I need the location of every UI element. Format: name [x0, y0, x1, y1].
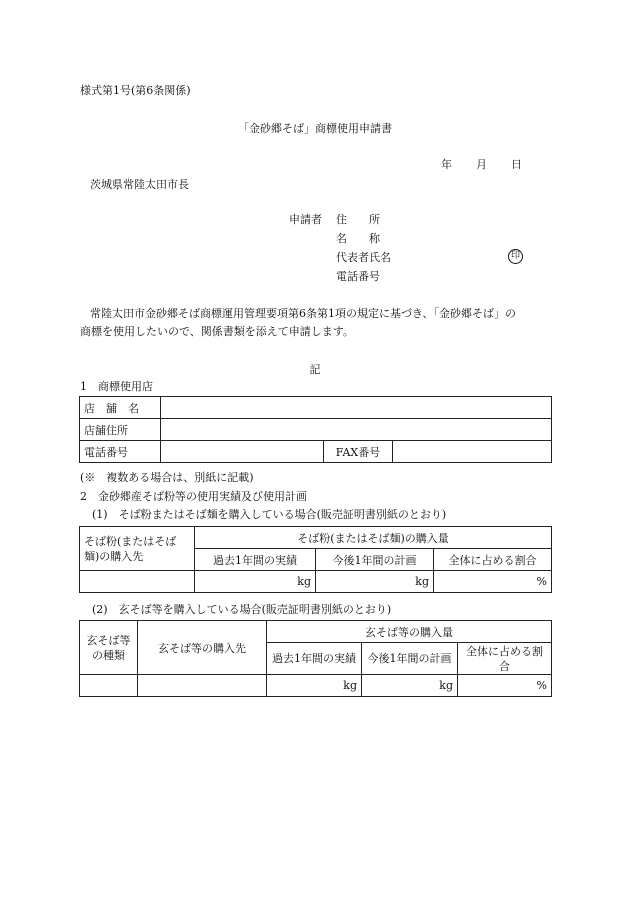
- gen-past-label: 過去1年間の実績: [267, 643, 362, 675]
- gen-ratio-label: 全体に占める割合: [458, 643, 552, 675]
- gen-past-unit[interactable]: kg: [267, 675, 362, 697]
- sub2-heading: (2) 玄そば等を購入している場合(販売証明書別紙のとおり): [92, 603, 392, 616]
- gen-type-label: 玄そば等の種類: [80, 621, 138, 675]
- applicant-phone-label: 電話番号: [336, 270, 380, 283]
- flour-past-label: 過去1年間の実績: [195, 549, 316, 571]
- gen-source-field[interactable]: [138, 675, 267, 697]
- ki-heading: 記: [309, 363, 321, 376]
- store-fax-label: FAX番号: [324, 441, 393, 463]
- soba-flour-table: [79, 526, 552, 593]
- applicant-representative-label: 代表者氏名: [336, 251, 391, 264]
- store-phone-field[interactable]: [161, 441, 324, 463]
- store-phone-label: 電話番号: [80, 441, 161, 463]
- gen-amount-label: 玄そば等の購入量: [267, 621, 552, 643]
- flour-ratio-label: 全体に占める割合: [434, 549, 552, 571]
- date-month: 月: [476, 158, 487, 171]
- date-day: 日: [511, 158, 522, 171]
- store-address-field[interactable]: [161, 419, 552, 441]
- section2-heading: 2 金砂郷産そば粉等の使用実績及び使用計画: [80, 490, 307, 503]
- seal-icon: [508, 248, 523, 264]
- sub1-heading: (1) そば粉またはそば麺を購入している場合(販売証明書別紙のとおり): [92, 508, 447, 521]
- gen-plan-label: 今後1年間の計画: [362, 643, 458, 675]
- date-year: 年: [441, 158, 452, 171]
- gen-soba-table: [79, 620, 552, 697]
- body-text-line2: 商標を使用したいので、関係書類を添えて申請します。: [80, 325, 354, 338]
- store-name-field[interactable]: [161, 397, 552, 419]
- gen-type-field[interactable]: [80, 675, 138, 697]
- gen-source-label: 玄そば等の購入先: [138, 621, 267, 675]
- flour-plan-unit[interactable]: kg: [316, 571, 434, 593]
- flour-ratio-unit[interactable]: %: [434, 571, 552, 593]
- flour-amount-label: そば粉(またはそば麺)の購入量: [195, 527, 552, 549]
- section1-heading: 1 商標使用店: [80, 380, 153, 393]
- store-fax-field[interactable]: [393, 441, 552, 463]
- form-number: 様式第1号(第6条関係): [80, 84, 191, 97]
- body-text-line1: 常陸太田市金砂郷そば商標運用管理要項第6条第1項の規定に基づき、「金砂郷そば」の: [90, 307, 517, 320]
- gen-ratio-unit[interactable]: %: [458, 675, 552, 697]
- applicant-label: 申請者: [289, 213, 322, 226]
- flour-source-label: そば粉(またはそば麺)の購入先: [80, 527, 195, 571]
- flour-source-field[interactable]: [80, 571, 195, 593]
- section1-note: (※ 複数ある場合は、別紙に記載): [80, 471, 254, 484]
- addressee: 茨城県常陸太田市長: [90, 178, 189, 191]
- store-name-label: 店 舗 名: [80, 397, 161, 419]
- store-table: [79, 396, 552, 463]
- gen-plan-unit[interactable]: kg: [362, 675, 458, 697]
- applicant-address-label: 住 所: [336, 213, 380, 226]
- page-title: 「金砂郷そば」商標使用申請書: [238, 122, 392, 135]
- applicant-name-label: 名 称: [336, 232, 380, 245]
- store-address-label: 店舗住所: [80, 419, 161, 441]
- flour-plan-label: 今後1年間の計画: [316, 549, 434, 571]
- seal-mark: 印: [508, 249, 523, 264]
- flour-past-unit[interactable]: kg: [195, 571, 316, 593]
